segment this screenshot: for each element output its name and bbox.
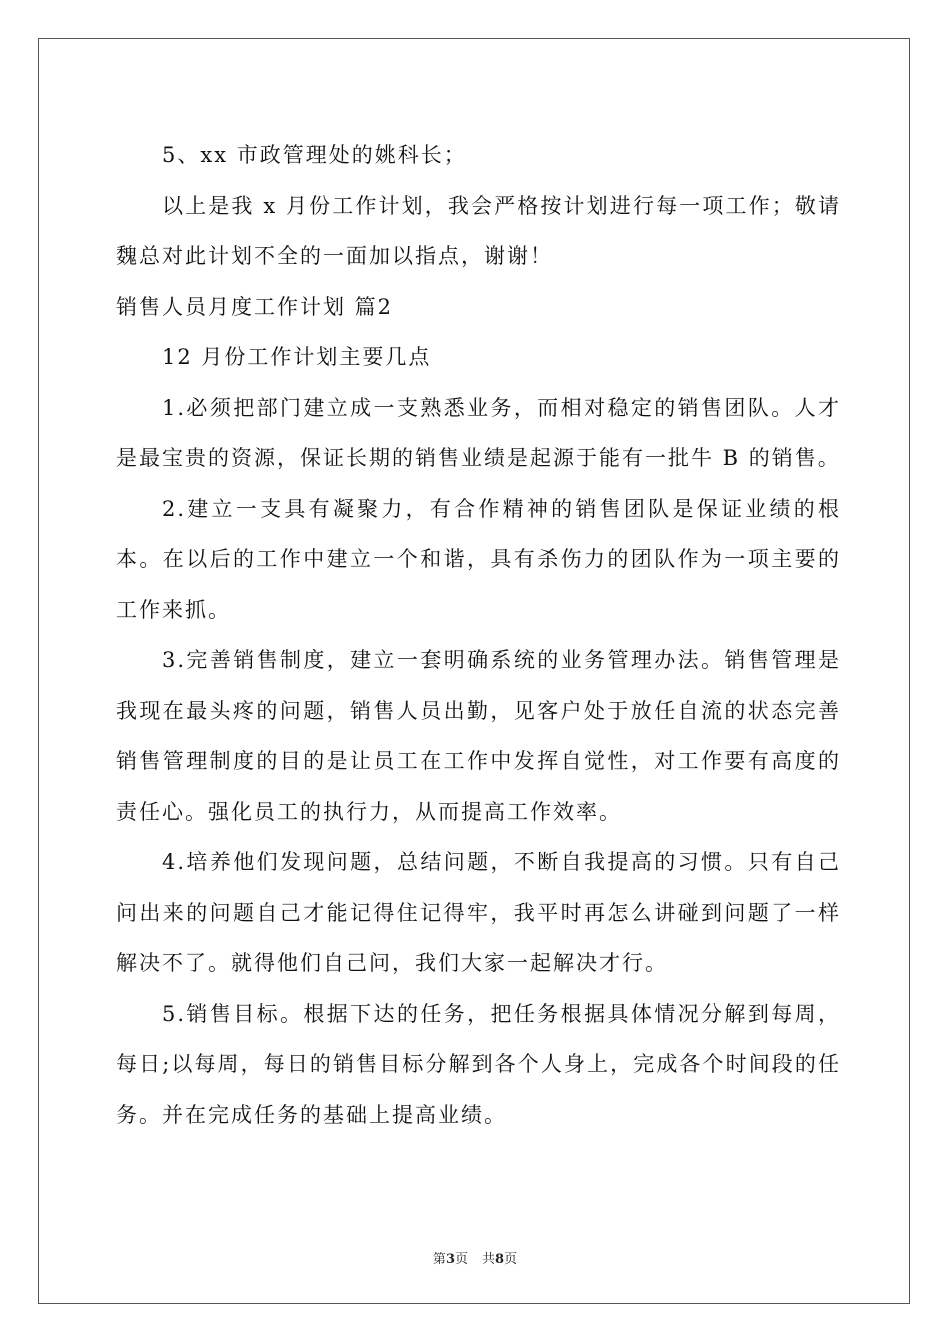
total-prefix: 共	[482, 1252, 496, 1267]
page-number: 3	[445, 1252, 455, 1267]
page-footer	[0, 1248, 950, 1267]
page-suffix: 页	[454, 1252, 468, 1267]
paragraph: 2.建立一支具有凝聚力，有合作精神的销售团队是保证业绩的根本。在以后的工作中建立一个和谐，具有杀伤力的团队作为一项主要的工作来抓。	[116, 496, 841, 622]
paragraph: 12 月份工作计划主要几点	[162, 345, 432, 369]
paragraph: 4.培养他们发现问题，总结问题，不断自我提高的习惯。只有自己问出来的问题自己才能记得住记得牢，我平时再怎么讲碰到问题了一样解决不了。就得他们自己问，我们大家一起解决才行。	[116, 850, 841, 975]
paragraph: 3.完善销售制度，建立一套明确系统的业务管理办法。销售管理是我现在最头疼的问题，销售人员出勤，见客户处于放任自流的状态完善销售管理制度的目的是让员工在工作中发挥自觉性，对工作要有高度的责任心。强化员工的执行力，从而提高工作效率。	[116, 648, 841, 824]
total-pages: 8	[495, 1252, 505, 1267]
paragraph: 5、xx 市政管理处的姚科长；	[162, 143, 467, 167]
document-body	[116, 130, 841, 1140]
section-heading: 销售人员月度工作计划 篇2	[116, 294, 394, 319]
paragraph: 以上是我 x 月份工作计划，我会严格按计划进行每一项工作；敬请魏总对此计划不全的一面加以指点，谢谢！	[116, 193, 841, 268]
total-suffix: 页	[504, 1252, 518, 1267]
paragraph: 1.必须把部门建立成一支熟悉业务，而相对稳定的销售团队。人才是最宝贵的资源，保证长期的销售业绩是起源于能有一批牛 B 的销售。	[116, 395, 841, 470]
paragraph: 5.销售目标。根据下达的任务，把任务根据具体情况分解到每周，每日;以每周，每日的销售目标分解到各个人身上，完成各个时间段的任务。并在完成任务的基础上提高业绩。	[116, 1001, 841, 1127]
page-prefix: 第	[432, 1252, 446, 1267]
